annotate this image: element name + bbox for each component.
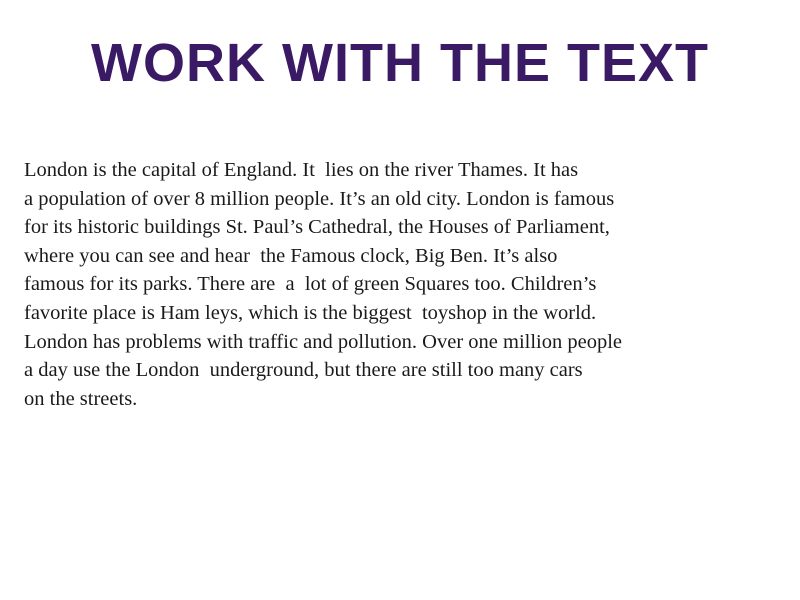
text-line: London has problems with traffic and pollution. Over one million people bbox=[24, 330, 622, 353]
text-line: favorite place is Ham leys, which is the biggest toyshop in the world. bbox=[24, 301, 597, 324]
text-line: on the streets. bbox=[24, 387, 138, 410]
text-line: London is the capital of England. It lies on the river Thames. It has bbox=[24, 159, 579, 181]
body-paragraph bbox=[24, 156, 796, 413]
text-line: a population of over 8 million people. It’s an old city. London is famous bbox=[24, 187, 615, 210]
text-line: famous for its parks. There are a lot of green Squares too. Children’s bbox=[24, 273, 597, 296]
text-line: for its historic buildings St. Paul’s Cathedral, the Houses of Parliament, bbox=[24, 216, 610, 239]
text-line: where you can see and hear the Famous clock, Big Ben. It’s also bbox=[24, 244, 558, 267]
text-line: a day use the London underground, but there are still too many cars bbox=[24, 359, 583, 382]
slide-title: WORK WITH THE TEXT bbox=[91, 33, 709, 93]
